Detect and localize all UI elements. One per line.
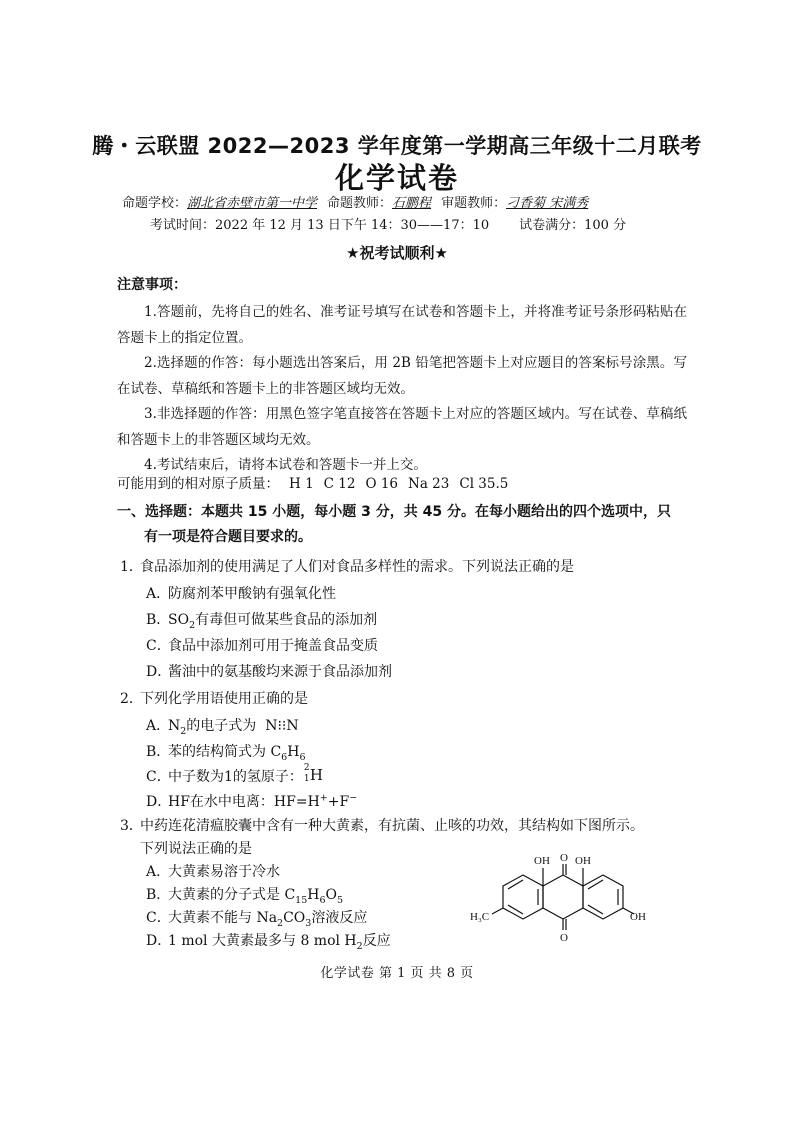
good-luck-banner: ★祝考试顺利★ [346, 244, 448, 262]
formula-sub: 2 [356, 940, 363, 952]
option-text: 食品中添加剂可用于掩盖食品变质 [168, 638, 378, 654]
atomic-mass: O 16 [365, 476, 399, 492]
exam-title: 腾・云联盟 2022—2023 学年度第一学期高三年级十二月联考 [92, 134, 702, 158]
middle-ring [543, 875, 583, 919]
substituent-bond [492, 908, 503, 914]
question-3-option-d [146, 930, 391, 952]
emodin-structure-diagram [470, 848, 658, 953]
atomic-mass: Cl 35.5 [459, 476, 509, 492]
question-text: 中药连花清瘟胶囊中含有一种大黄素，有抗菌、止咳的功效，其结构如下图所示。 [140, 818, 644, 834]
question-1-option-a [146, 583, 336, 603]
notice-item: 4.考试结束后，请将本试卷和答题卡一并上交。 [144, 457, 427, 473]
option-key: D． [146, 664, 172, 680]
option-text: HF在水中电离：HF=H [168, 794, 320, 810]
question-1-option-b [146, 609, 377, 631]
question-number: 2． [120, 691, 143, 707]
option-text: 防腐剂苯甲酸钠有强氧化性 [168, 586, 336, 602]
exam-time-info [150, 214, 626, 233]
question-3-option-b [146, 884, 343, 906]
formula-sub: 2 [277, 917, 284, 929]
question-3-option-a [146, 861, 280, 881]
formula-sub: 6 [281, 751, 288, 763]
charge: + [319, 792, 328, 804]
option-text: 的电子式为 [186, 718, 257, 734]
option-key: A． [146, 586, 171, 602]
question-text: 下列化学用语使用正确的是 [140, 691, 308, 707]
question-2-stem [120, 688, 308, 708]
atomic-mass: C 12 [323, 476, 356, 492]
formula-sub: 5 [337, 894, 344, 906]
option-text: 大黄素不能与 Na [168, 910, 278, 926]
option-key: B． [146, 744, 171, 760]
atomic-number: 1 [303, 774, 310, 784]
question-1-option-d [146, 661, 392, 681]
setter-value: 石鹏程 [392, 196, 432, 211]
atomic-masses-label: 可能用到的相对原子质量： [117, 476, 279, 492]
atomic-mass: H 1 [289, 476, 314, 492]
setter-info [122, 192, 588, 211]
option-key: A． [146, 718, 171, 734]
formula-part: SO [168, 612, 190, 628]
question-number: 1． [120, 559, 143, 575]
formula-part: H [307, 887, 320, 903]
question-3-stem [120, 815, 644, 835]
option-key: B． [146, 887, 171, 903]
formula-part: CO [283, 910, 306, 926]
formula-sub: 3 [305, 917, 312, 929]
option-key: C． [146, 769, 171, 785]
option-key: A． [146, 864, 171, 880]
option-key: B． [146, 612, 171, 628]
formula-part: O [325, 887, 338, 903]
methyl-label: H₃C [470, 911, 490, 923]
notice-item: 1.答题前，先将自己的姓名、准考证号填写在试卷和答题卡上，并将准考证号条形码粘贴在答题卡上的指定位置。 [117, 304, 687, 346]
school-value: 湖北省赤壁市第一中学 [187, 196, 318, 211]
notice-item: 3.非选择题的作答：用黑色签字笔直接答在答题卡上对应的答题区域内。写在试卷、草稿纸和答题卡上的非答题区域均无效。 [117, 406, 687, 448]
charge: − [349, 792, 358, 804]
question-number: 3． [120, 818, 143, 834]
oh-label: OH [534, 855, 550, 867]
atomic-mass: Na 23 [408, 476, 450, 492]
option-key: D． [146, 933, 172, 949]
question-3-stem-cont: 下列说法正确的是 [140, 841, 252, 857]
setter-label: 命题教师： [327, 196, 393, 211]
section-heading-line: 一、选择题：本题共 15 小题，每小题 3 分，共 45 分。在每小题给出的四个选项中，只 [117, 504, 671, 520]
left-ring [503, 875, 543, 919]
subject-title: 化学试卷 [334, 161, 459, 195]
oxygen-label: O [560, 932, 568, 944]
section-heading [117, 500, 687, 550]
option-text: 苯的结构简式为 C [168, 744, 282, 760]
question-text: 食品添加剂的使用满足了人们对食品多样性的需求。下列说法正确的是 [140, 559, 574, 575]
mass-number: 2 [303, 763, 310, 773]
formula-sub: 6 [319, 894, 326, 906]
option-text: 中子数为1的氢原子： [168, 769, 303, 785]
question-2-option-b [146, 741, 305, 763]
school-label: 命题学校： [122, 196, 188, 211]
electron-formula: N⁝⁝N [265, 718, 299, 734]
atomic-masses [117, 472, 508, 492]
notice-heading: 注意事项： [117, 277, 187, 293]
notice-item: 2.选择题的作答：每小题选出答案后，用 2B 铅笔把答题卡上对应题目的答案标号涂黑。写在试卷、草稿纸和答题卡上的非答题区域均无效。 [117, 355, 687, 397]
question-1-stem [120, 556, 574, 576]
question-1-option-c [146, 635, 378, 655]
exam-time: 考试时间：2022 年 12 月 13 日下午 14：30——17：10 [150, 218, 490, 233]
option-key: C． [146, 910, 171, 926]
option-text: 反应 [362, 933, 391, 949]
option-text: 有毒但可做某些食品的添加剂 [195, 612, 378, 628]
option-text: 酱油中的氨基酸均来源于食品添加剂 [168, 664, 392, 680]
formula-sub: 6 [299, 751, 306, 763]
oh-label: OH [630, 911, 646, 923]
right-ring [583, 875, 623, 919]
option-text: 大黄素易溶于冷水 [168, 864, 280, 880]
question-2-option-c [146, 763, 324, 786]
option-key: C． [146, 638, 171, 654]
question-3-option-c [146, 907, 367, 929]
reviewer-label: 审题教师： [441, 196, 507, 211]
formula-sub: 2 [180, 725, 187, 737]
notice-list [117, 300, 687, 479]
option-text: 大黄素的分子式是 C [168, 887, 296, 903]
nuclide-symbol [303, 763, 324, 784]
reviewer-value: 刁香菊 宋满秀 [506, 196, 589, 211]
formula-sub: 2 [189, 619, 196, 631]
section-heading-line: 有一项是符合题目要求的。 [144, 529, 312, 545]
formula-part: H [287, 744, 300, 760]
question-2-option-a [146, 715, 299, 737]
oxygen-label: O [560, 852, 568, 864]
oh-label: OH [575, 855, 591, 867]
page-footer: 化学试卷 第 1 页 共 8 页 [320, 966, 474, 981]
option-key: D． [146, 794, 172, 810]
formula-part: N [168, 718, 181, 734]
formula-sub: 15 [295, 894, 308, 906]
option-text: 1 mol 大黄素最多与 8 mol H [168, 933, 357, 949]
ring-bonds [492, 864, 634, 930]
formula-part: +F [327, 794, 350, 810]
full-score: 试卷满分：100 分 [519, 218, 627, 233]
element-symbol: H [309, 766, 324, 784]
option-text: 溶液反应 [311, 910, 368, 926]
question-2-option-d [146, 791, 357, 811]
